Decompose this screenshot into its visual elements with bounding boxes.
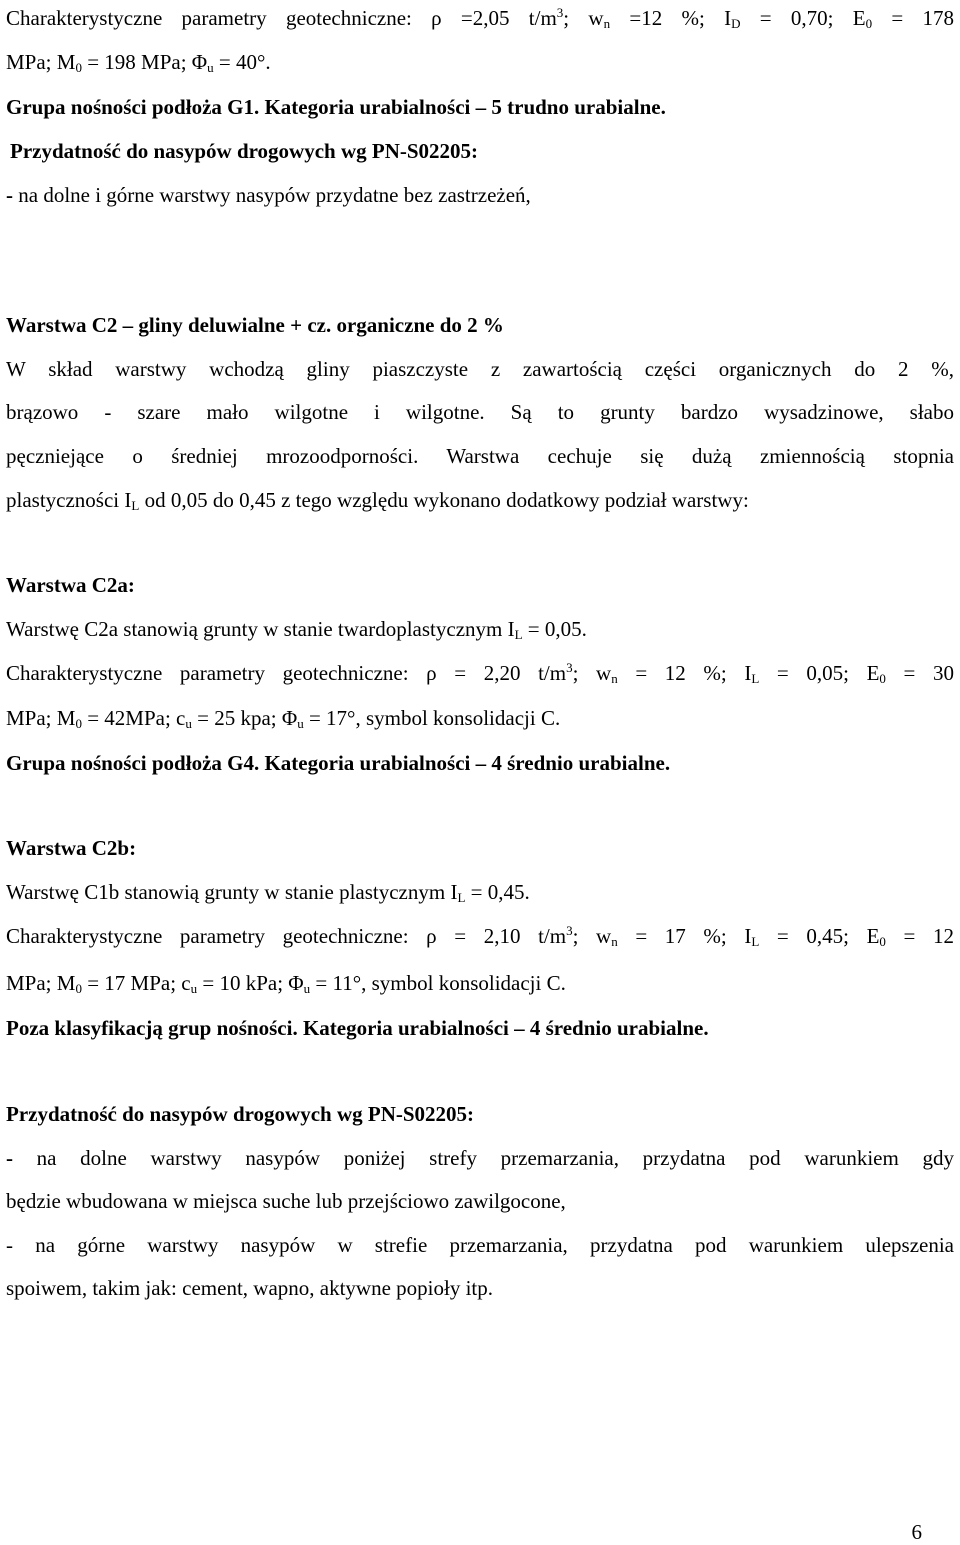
top-params-line-2: MPa; $M_0 = 198$ MPa; $\Phi_u = 40^\circ$. bbox=[6, 50, 271, 75]
c2b-heading: Warstwa C2b: bbox=[6, 836, 137, 860]
top-params-line-1: Charakterystyczne parametry geotechniczne: ρ =2,05 $t/m^3$; $w_n =12$ %; $I_D = 0,70$; $E_0 = 178$ bbox=[6, 5, 954, 31]
c2a-heading: Warstwa C2a: bbox=[6, 573, 135, 597]
suitability-heading: Przydatność do nasypów drogowych wg PN-S02205: bbox=[6, 1102, 475, 1126]
top-suitability-item: - na dolne i górne warstwy nasypów przydatne bez zastrzeżeń, bbox=[6, 183, 531, 207]
suitability-item-2-line-2: spoiwem, takim jak: cement, wapno, aktywne popioły itp. bbox=[6, 1276, 493, 1300]
c2-heading: Warstwa C2 – gliny deluwialne + cz. organiczne do 2 % bbox=[6, 313, 504, 337]
suitability-item-1-line-1: - na dolne warstwy nasypów poniżej strefy przemarzania, przydatna pod warunkiem gdy bbox=[6, 1146, 954, 1170]
suitability-item-2-line-1: - na górne warstwy nasypów w strefie przemarzania, przydatna pod warunkiem ulepszenia bbox=[6, 1233, 954, 1257]
c2a-group-line: Grupa nośności podłoża G4. Kategoria urabialności – 4 średnio urabialne. bbox=[6, 751, 671, 775]
top-group-line: Grupa nośności podłoża G1. Kategoria urabialności – 5 trudno urabialne. bbox=[6, 95, 666, 119]
c2b-params-line-2: MPa; $M_0 = 17$ MPa; $c_u = 10$ kPa; $\Phi_u = 11^\circ$, symbol konsolidacji C. bbox=[6, 971, 566, 996]
c2b-state: Warstwę C1b stanowią grunty w stanie plastycznym $I_L = 0,45$. bbox=[6, 880, 530, 905]
c2-paragraph-line-2: brązowo - szare mało wilgotne i wilgotne. Są to grunty bardzo wysadzinowe, słabo bbox=[6, 400, 954, 424]
c2a-params-line-1: Charakterystyczne parametry geotechniczne: ρ = 2,20 $t/m^3$; $w_n = 12$ %; $I_L = 0,05$; $E_0 = 30$ bbox=[6, 660, 954, 686]
c2b-group-line: Poza klasyfikacją grup nośności. Kategoria urabialności – 4 średnio urabialne. bbox=[6, 1016, 709, 1040]
c2b-params-line-1: Charakterystyczne parametry geotechniczne: ρ = 2,10 $t/m^3$; $w_n = 17$ %; $I_L = 0,45$; $E_0 = 12$ bbox=[6, 923, 954, 949]
page-number: 6 bbox=[911, 1520, 922, 1544]
c2a-params-line-2: MPa; $M_0 = 42MPa$; $c_u = 25$ kpa; $\Phi_u = 17^\circ$, symbol konsolidacji C. bbox=[6, 706, 561, 731]
c2-paragraph-line-4: plastyczności $I_L$ od 0,05 do 0,45 z tego względu wykonano dodatkowy podział warstwy: bbox=[6, 488, 749, 513]
c2-paragraph-line-3: pęczniejące o średniej mrozoodporności. Warstwa cechuje się dużą zmiennością stopnia bbox=[6, 444, 954, 468]
c2-paragraph-line-1: W skład warstwy wchodzą gliny piaszczyste z zawartością części organicznych do 2 %, bbox=[6, 357, 954, 381]
c2a-state: Warstwę C2a stanowią grunty w stanie twardoplastycznym $I_L = 0,05$. bbox=[6, 617, 587, 642]
suitability-item-1-line-2: będzie wbudowana w miejsca suche lub przejściowo zawilgocone, bbox=[6, 1189, 566, 1213]
top-suitability-heading: Przydatność do nasypów drogowych wg PN-S02205: bbox=[10, 139, 479, 163]
